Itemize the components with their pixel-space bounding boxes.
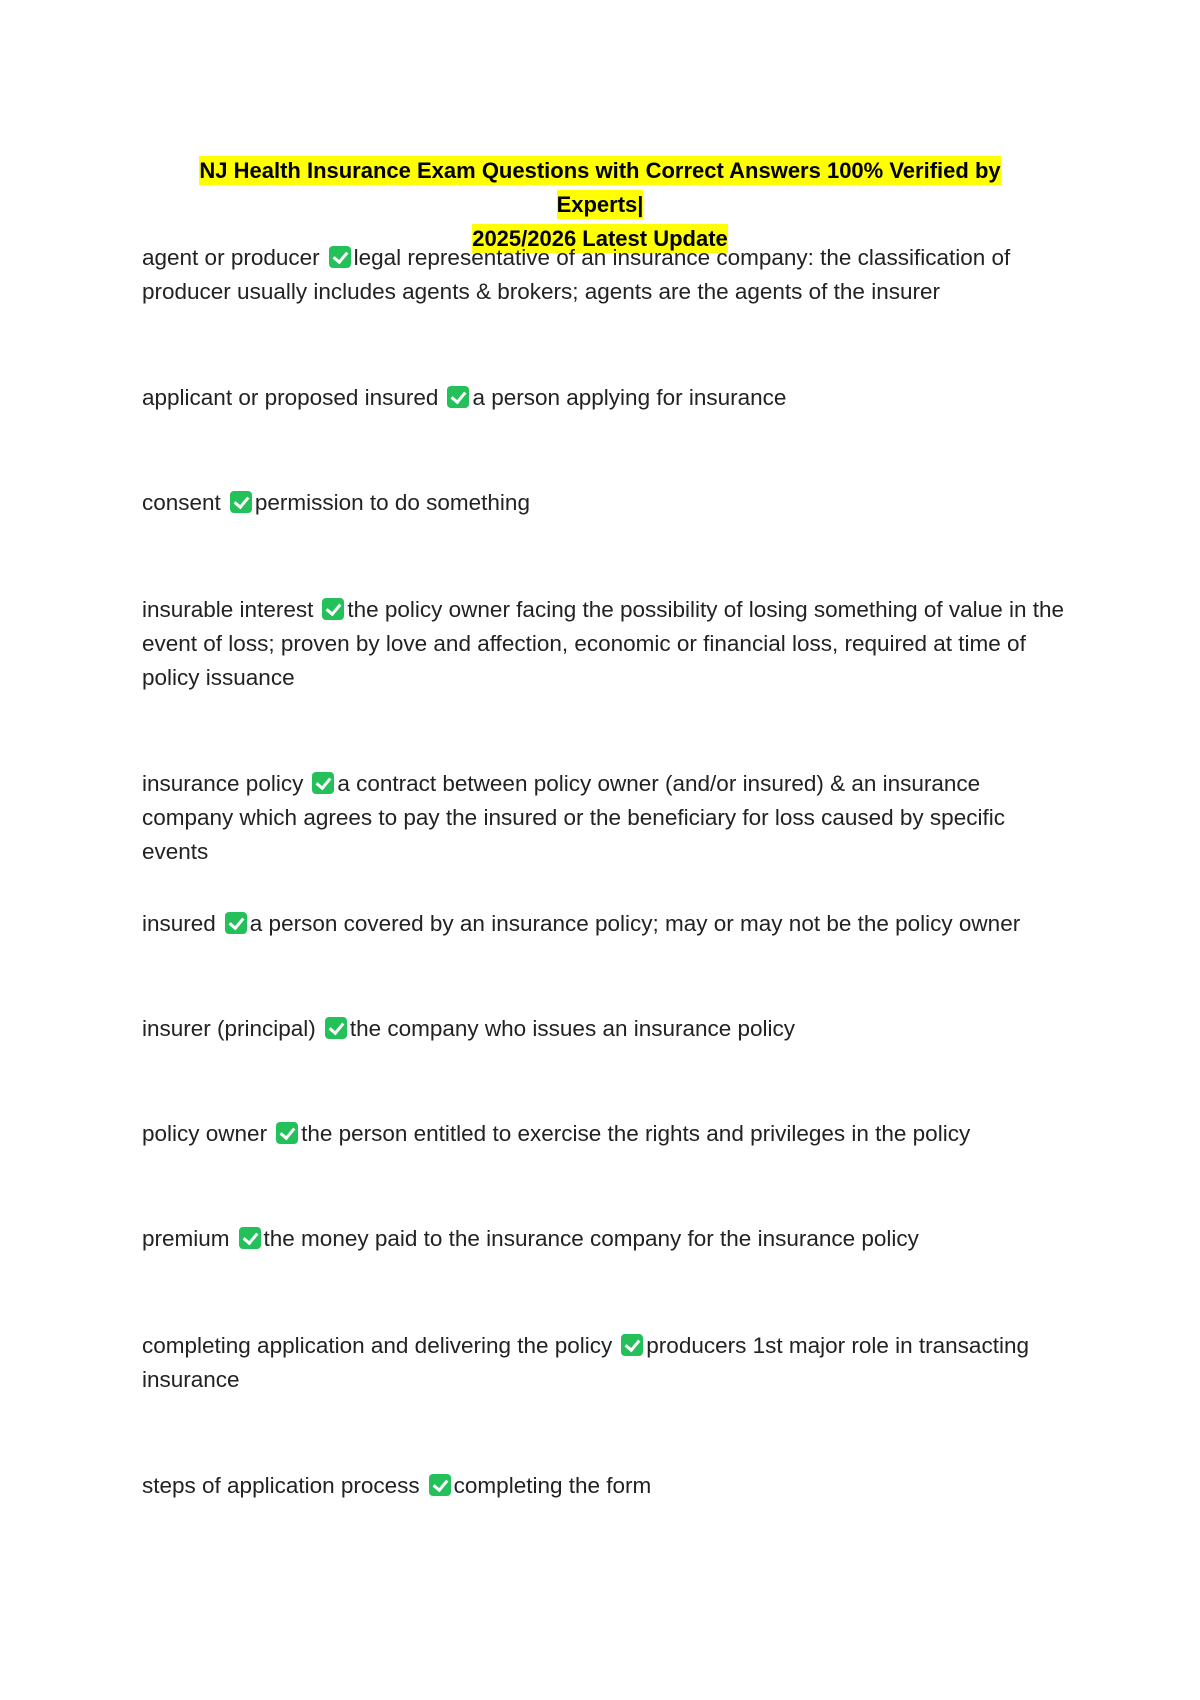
entry-definition: a person applying for insurance — [472, 385, 787, 410]
checkmark-icon — [276, 1122, 298, 1144]
title-line-2: 2025/2026 Latest Update — [472, 226, 728, 251]
entry-term: consent — [142, 490, 221, 515]
entry-term: insurer (principal) — [142, 1016, 316, 1041]
entry-term: steps of application process — [142, 1473, 420, 1498]
entry-term: insured — [142, 911, 216, 936]
flashcard-entry — [142, 1117, 1077, 1151]
entry-definition: the policy owner facing the possibility of losing something of value in the event of loss; proven by love and affection, economic or financial loss, required at time of policy issuance — [142, 597, 1065, 690]
flashcard-entry — [142, 593, 1077, 695]
entry-definition: permission to do something — [254, 490, 530, 515]
entry-definition: legal representative of an insurance company: the classification of producer usually includes agents & brokers; agents are the agents of the insurer — [142, 245, 1011, 304]
flashcard-entry — [142, 381, 1077, 415]
flashcard-entry — [142, 486, 1077, 520]
checkmark-icon — [312, 772, 334, 794]
flashcard-entry — [142, 1012, 1077, 1046]
checkmark-icon — [429, 1474, 451, 1496]
entry-term: applicant or proposed insured — [142, 385, 439, 410]
flashcard-entry — [142, 1222, 1077, 1256]
entry-term: agent or producer — [142, 245, 320, 270]
flashcard-entry — [142, 767, 1077, 869]
entry-definition: the money paid to the insurance company for the insurance policy — [263, 1226, 919, 1251]
checkmark-icon — [230, 491, 252, 513]
entry-definition: the person entitled to exercise the rights and privileges in the policy — [301, 1121, 971, 1146]
checkmark-icon — [447, 386, 469, 408]
flashcard-entry — [142, 907, 1077, 941]
checkmark-icon — [322, 598, 344, 620]
entry-term: completing application and delivering the policy — [142, 1333, 613, 1358]
checkmark-icon — [329, 246, 351, 268]
entry-definition: a contract between policy owner (and/or insured) & an insurance company which agrees to pay the insured or the beneficiary for loss caused by specific events — [142, 771, 1005, 864]
flashcard-entry — [142, 1329, 1077, 1397]
entry-term: premium — [142, 1226, 230, 1251]
checkmark-icon — [621, 1334, 643, 1356]
entry-definition: producers 1st major role in transacting insurance — [142, 1333, 1029, 1392]
checkmark-icon — [239, 1227, 261, 1249]
checkmark-icon — [325, 1017, 347, 1039]
entry-term: insurable interest — [142, 597, 314, 622]
checkmark-icon — [225, 912, 247, 934]
flashcard-entry — [142, 1469, 1077, 1503]
entry-definition: a person covered by an insurance policy; may or may not be the policy owner — [249, 911, 1021, 936]
flashcard-entry — [142, 241, 1077, 309]
entry-definition: completing the form — [453, 1473, 652, 1498]
entry-term: policy owner — [142, 1121, 268, 1146]
entry-definition: the company who issues an insurance policy — [349, 1016, 796, 1041]
title-line-1: NJ Health Insurance Exam Questions with Correct Answers 100% Verified by Experts| — [199, 158, 1001, 217]
entry-term: insurance policy — [142, 771, 304, 796]
